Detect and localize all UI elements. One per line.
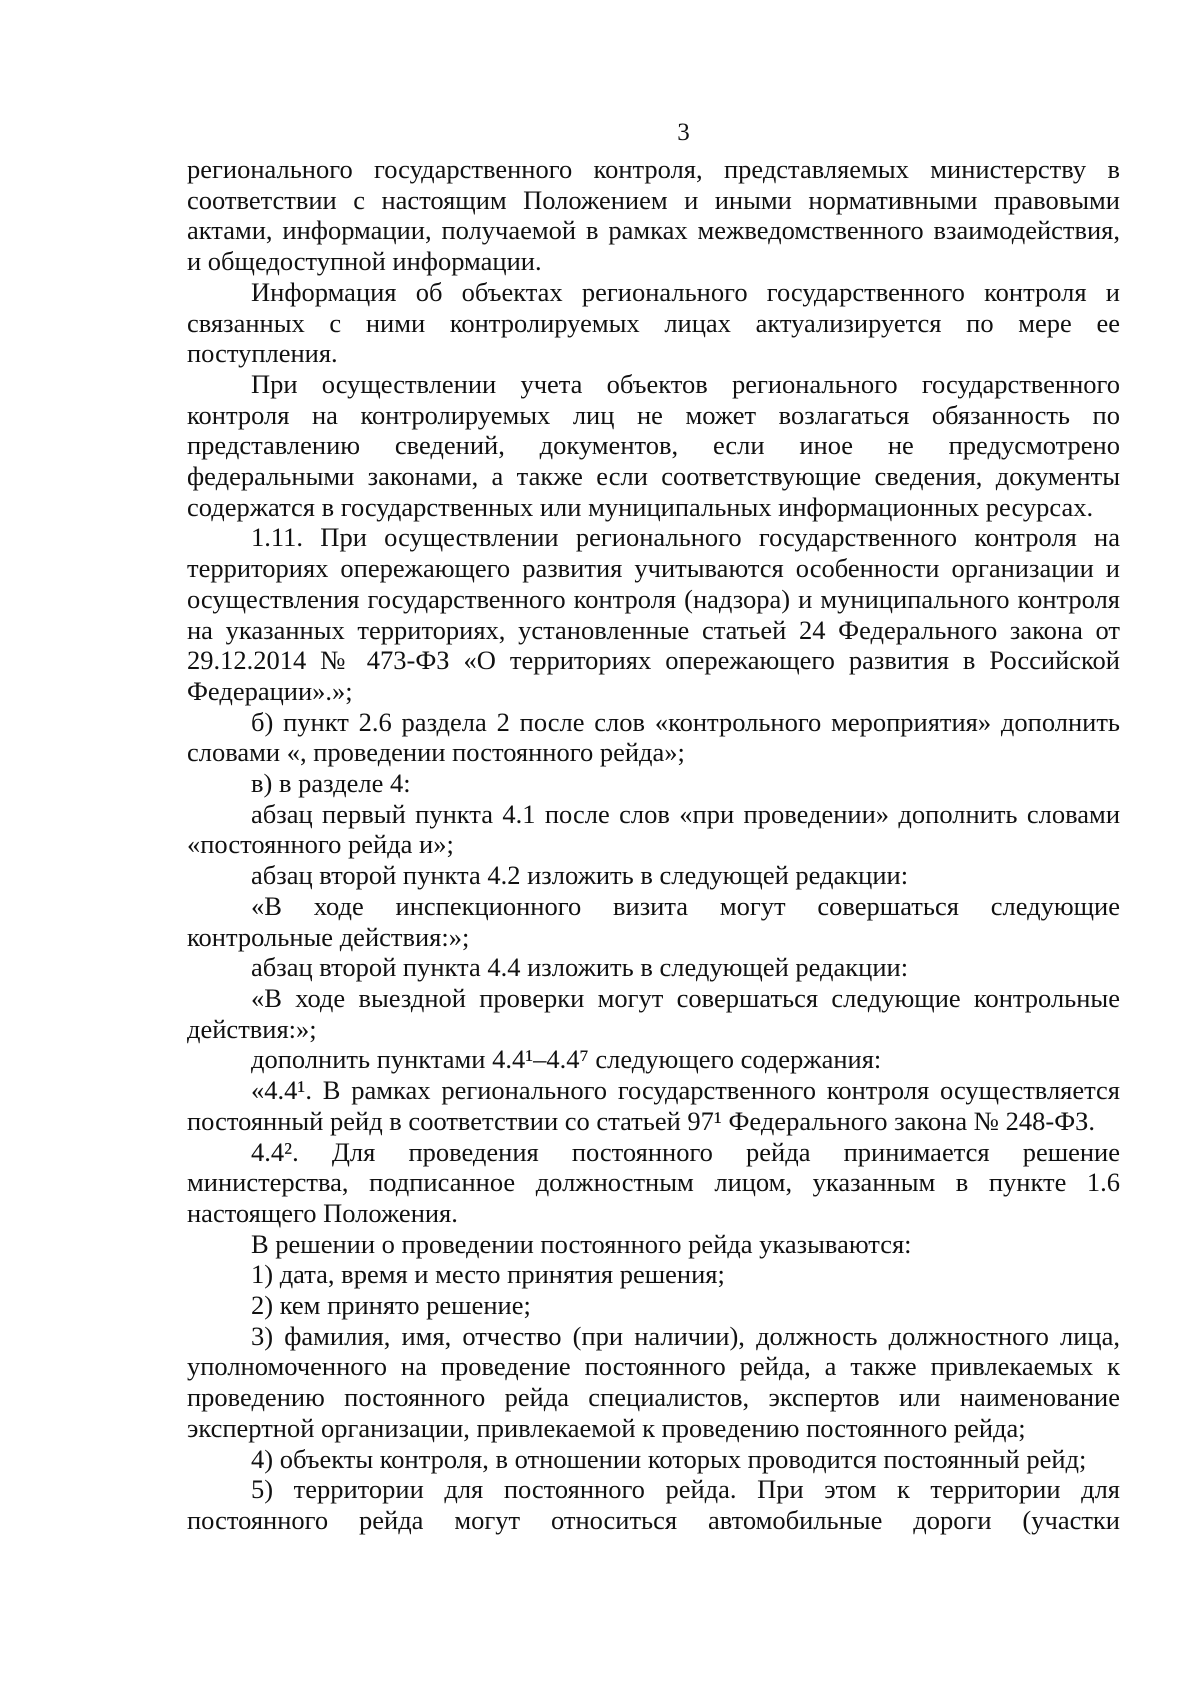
paragraph: Информация об объектах регионального государственного контроля и связанных с ними контролируемых лицах актуализируется по мере ее поступления. [187,276,1120,369]
paragraph: 1) дата, время и место принятия решения; [251,1259,725,1290]
paragraph: абзац первый пункта 4.1 после слов «при проведении» дополнить словами «постоянного рейда и»; [187,798,1120,860]
paragraph: в) в разделе 4: [251,768,411,799]
paragraph: «В ходе выездной проверки могут совершаться следующие контрольные действия:»; [187,982,1120,1044]
document-body [187,154,1120,1536]
paragraph: 4.4². Для проведения постоянного рейда принимается решение министерства, подписанное должностным лицом, указанным в пункте 1.6 настоящего Положения. [187,1136,1120,1228]
paragraph: «В ходе инспекционного визита могут совершаться следующие контрольные действия:»; [187,890,1120,952]
paragraph: дополнить пунктами 4.4¹–4.4⁷ следующего содержания: [251,1044,882,1075]
paragraph: В решении о проведении постоянного рейда указываются: [251,1228,912,1259]
paragraph: 1.11. При осуществлении регионального государственного контроля на территориях опережающего развития учитываются особенности организации и осуществления государственного контроля (надзора) и муниципального контроля на указанных территориях, установленные статьей 24 Федерального закона от 29.12.2014 № 473-ФЗ «О территориях опережающего развития в Российской Федерации».»; [187,522,1120,706]
paragraph: 2) кем принято решение; [251,1290,531,1321]
paragraph: 5) территории для постоянного рейда. При этом к территории для постоянного рейда могут относиться автомобильные дороги (участки [187,1474,1120,1535]
paragraph: абзац второй пункта 4.2 изложить в следующей редакции: [251,860,909,891]
page-number: 3 [677,119,690,146]
paragraph: 4) объекты контроля, в отношении которых проводится постоянный рейд; [251,1443,1087,1474]
paragraph: При осуществлении учета объектов регионального государственного контроля на контролируемых лиц не может возлагаться обязанность по представлению сведений, документов, если иное не предусмотрено федеральными законами, а также если соответствующие сведения, документы содержатся в государственных или муниципальных информационных ресурсах. [187,368,1120,522]
paragraph: абзац второй пункта 4.4 изложить в следующей редакции: [251,952,909,983]
paragraph: 3) фамилия, имя, отчество (при наличии), должность должностного лица, уполномоченного на проведение постоянного рейда, а также привлекаемых к проведению постоянного рейда специалистов, экспертов или наименование экспертной организации, привлекаемой к проведению постоянного рейда; [187,1320,1120,1443]
paragraph: б) пункт 2.6 раздела 2 после слов «контрольного мероприятия» дополнить словами «, проведении постоянного рейда»; [187,706,1120,768]
paragraph: «4.4¹. В рамках регионального государственного контроля осуществляется постоянный рейд в соответствии со статьей 97¹ Федерального закона № 248-ФЗ. [187,1075,1120,1136]
paragraph: регионального государственного контроля, представляемых министерству в соответствии с настоящим Положением и иными нормативными правовыми актами, информации, получаемой в рамках межведомственного взаимодействия, и общедоступной информации. [187,154,1120,277]
